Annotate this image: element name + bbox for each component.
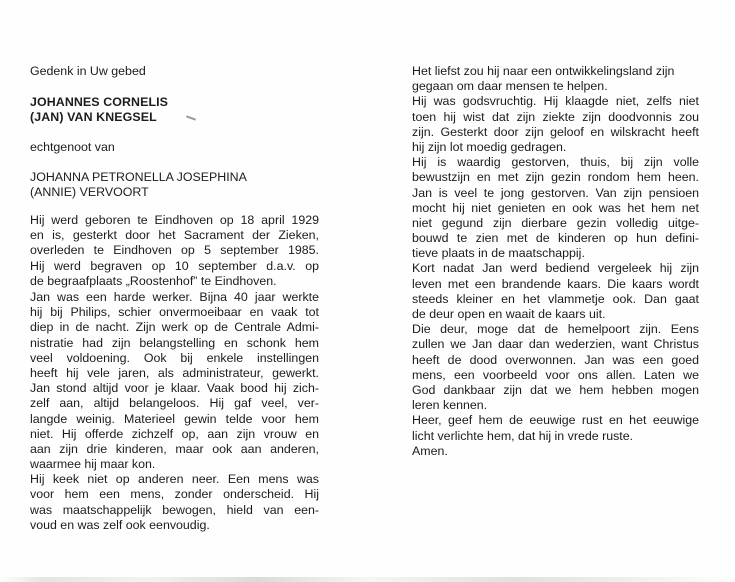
text-line: licht verlichte hem, dat hij in vrede ruste. — [412, 428, 634, 443]
text-line: Die deur, moge dat de hemelpoort zijn. Eens — [412, 322, 699, 337]
text-line: nistratie had zijn belangstelling en schonk hem — [30, 335, 319, 350]
text-line: veel voldoening. Ook bij enkele instellingen — [30, 350, 319, 365]
text-line: aan zijn drie kinderen, maar ook aan anderen, — [30, 441, 319, 456]
text-line: Het liefst zou hij naar een ontwikkelingsland zijn — [412, 64, 675, 78]
text-line: Hij was godsvruchtig. Hij klaagde niet, zelfs niet — [412, 94, 699, 109]
text-line: diep in de nacht. Zijn werk op de Centrale Admi- — [30, 320, 319, 335]
text-line: niet. Hij offerde zichzelf op, aan zijn vrouw en — [30, 426, 319, 441]
text-line: Hij keek niet op anderen neer. Een mens was — [30, 472, 319, 487]
bottom-edge — [0, 577, 735, 582]
text-line: overleden te Eindhoven op 5 september 1985. — [30, 243, 319, 258]
text-line: zullen we Jan daar dan wederzien, want Christus — [412, 337, 699, 352]
small-mark — [186, 115, 196, 120]
tribute-paragraph — [412, 64, 699, 459]
life-dates-paragraph — [30, 213, 319, 289]
spouse-intro: echtgenoot van — [30, 140, 115, 154]
text-line: Kort nadat Jan werd bediend vergeleek hij zijn — [412, 261, 699, 276]
text-line: bewustzijn en met zijn gezin rondom hem heen. — [412, 170, 699, 185]
text-line: heeft hij vele jaren, als administrateur, gewerkt. — [30, 365, 319, 380]
text-line: waarmee hij maar kon. — [30, 457, 156, 472]
text-line: tieve plaats in de maatschappij. — [412, 246, 585, 261]
spouse-name-line2: (ANNIE) VERVOORT — [30, 185, 149, 199]
text-line: steeds kleiner en het vlammetje ook. Dan gaat — [412, 291, 699, 306]
text-line: Jan stond altijd voor je klaar. Vaak bood hij zich- — [30, 381, 319, 396]
text-line: mocht hij niet genieten en ook was het hem net — [412, 200, 699, 215]
text-line: God dankbaar zijn dat we hem hebben mogen — [412, 382, 699, 397]
text-line: zijn. Gesterkt door zijn geloof en wilskracht heeft — [412, 124, 699, 139]
text-line: en is, gesterkt door het Sacrament der Zieken, — [30, 228, 319, 243]
text-line: mens, een voorbeeld voor ons allen. Laten we — [412, 367, 699, 382]
text-line: zelf aan, altijd belangeloos. Hij gaf veel, ver- — [30, 396, 319, 411]
text-line: Heer, geef hem de eeuwige rust en het eeuwige — [412, 413, 699, 428]
text-line: de deur open en waait de kaars uit. — [412, 307, 606, 321]
spouse-name-line1: JOHANNA PETRONELLA JOSEPHINA — [30, 170, 247, 184]
text-line: leven met een brandende kaars. Die kaars wordt — [412, 276, 699, 291]
text-line: de begraafplaats „Roostenhof” te Eindhoven. — [30, 273, 277, 288]
opening-line: Gedenk in Uw gebed — [30, 64, 146, 78]
text-line: voud en was zelf ook eenvoudig. — [30, 517, 210, 532]
text-line: Hij werd geboren te Eindhoven op 18 april 1929 — [30, 213, 319, 227]
text-line: toen hij wist dat zijn ziekte zijn doodvonnis zou — [412, 109, 699, 124]
biography-paragraph — [30, 290, 319, 533]
deceased-name-line1: JOHANNES CORNELIS — [30, 95, 169, 109]
text-line: Hij is waardig gestorven, thuis, bij zijn volle — [412, 155, 699, 170]
text-line: Jan is veel te jong gestorven. Van zijn pensioen — [412, 185, 699, 200]
deceased-name-line2: (JAN) VAN KNEGSEL — [30, 110, 157, 124]
text-line: hij zijn lot moedig gedragen. — [412, 139, 567, 154]
text-line: leren kennen. — [412, 398, 488, 413]
text-line: heeft de dood overwonnen. Jan was een goed — [412, 352, 699, 367]
text-line: Amen. — [412, 443, 448, 458]
text-line: bouwd te zien met de kinderen op hun defini- — [412, 231, 699, 246]
text-line: langde weinig. Materieel gewin telde voor hem — [30, 411, 319, 426]
text-line: gegaan om daar mensen te helpen. — [412, 79, 608, 94]
text-line: Hij werd begraven op 10 september d.a.v. op — [30, 258, 319, 273]
text-line: niet gegund zijn dierbare gezin volledig uitge- — [412, 215, 699, 230]
text-line: was maatschappelijk bewogen, hield van een- — [30, 502, 319, 517]
text-line: voor hem een mens, zonder onderscheid. Hij — [30, 487, 319, 502]
text-line: Jan was een harde werker. Bijna 40 jaar werkte — [30, 290, 319, 304]
text-line: hij bij Philips, schier onvermoeibaar en vaak tot — [30, 305, 319, 320]
